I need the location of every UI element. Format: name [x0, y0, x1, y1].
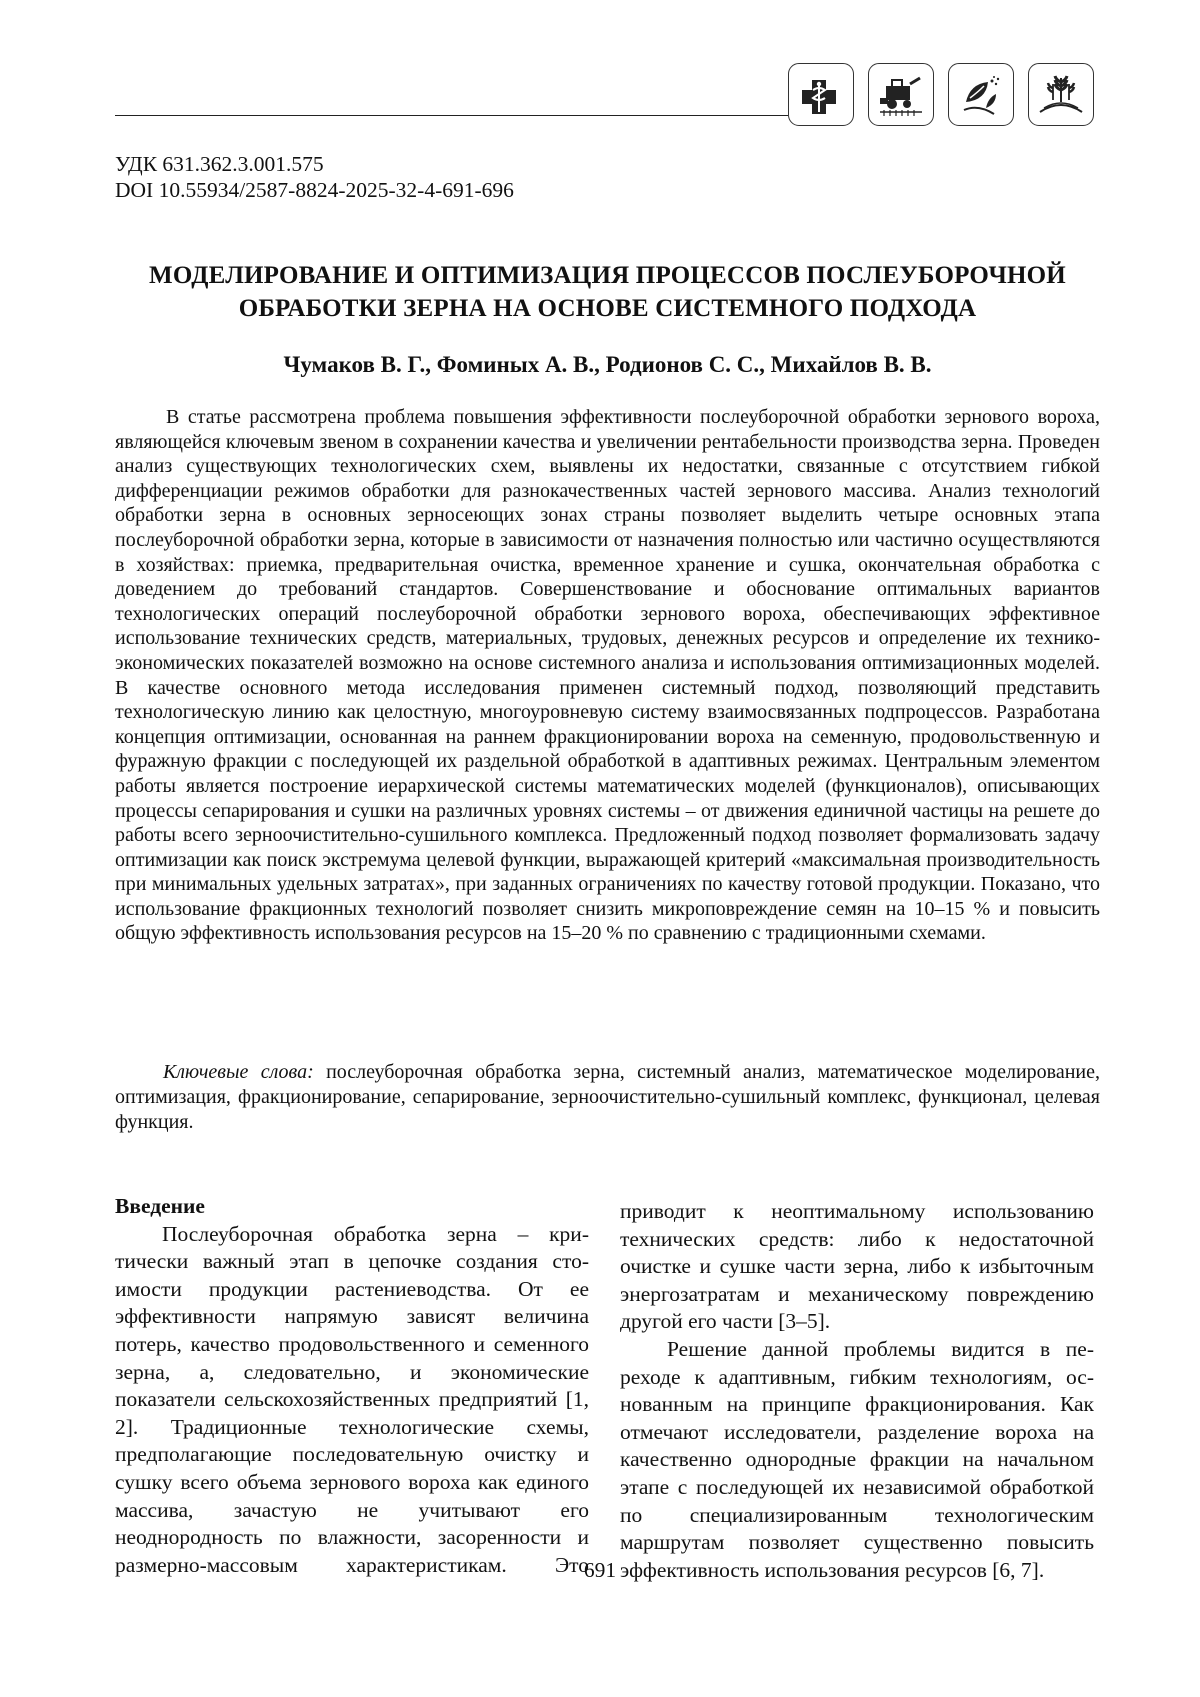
article-title — [115, 259, 1100, 325]
title-line-1: МОДЕЛИРОВАНИЕ И ОПТИМИЗАЦИЯ ПРОЦЕССОВ ПОСЛЕУБОРОЧНОЙ — [149, 262, 1066, 289]
keywords — [115, 1060, 1100, 1135]
header-rule — [115, 115, 788, 116]
combine-harvester-icon — [868, 63, 934, 126]
keywords-text: послеуборочная обработка зерна, системный анализ, математическое моделирование, оптимизация, фракционирование, сепарирование, зерноочистительно-сушильный комплекс, функционал, целевая функция. — [115, 1061, 1100, 1133]
title-line-2: ОБРАБОТКИ ЗЕРНА НА ОСНОВЕ СИСТЕМНОГО ПОДХОДА — [238, 295, 977, 322]
section-title: Введение — [115, 1194, 205, 1218]
abstract: В статье рассмотрена проблема повышения эффективности послеуборочной обработки зернового вороха, являющейся ключевым звеном в сохранении качества и увеличении рентабельности производства зерна. Проведен анализ существующих технологических схем, выявлены их недостатки, связанные с отсутствием гибкой дифференциации режимов обработки для разнокачественных частей зернового массива. Анализ технологий обработки зерна в основных зерносеющих зонах страны позволяет выделить четыре основных этапа послеуборочной обработки зерна, которые в зависимости от назначения полностью или частично осуществляются в хозяйствах: приемка, предварительная очистка, временное хранение и сушка, окончательная обработка с доведением до требований стандартов. Совершенствование и обоснование оптимальных вариантов технологических операций послеуборочной обработки зернового вороха, обеспечивающих эффективное использование технических средств, материальных, трудовых, денежных ресурсов и определение их технико-экономических показателей возможно на основе системного анализа и использования оптимизационных моделей. В качестве основного метода исследования применен системный подход, позволяющий представить технологическую линию как целостную, многоуровневую систему взаимосвязанных подпроцессов. Разработана концепция оптимизации, основанная на раннем фракционировании вороха на семенную, продовольственную и фуражную фракции с последующей их раздельной обработкой в адаптивных режимах. Центральным элементом работы является построение иерархической системы математических моделей (функционалов), описывающих процессы сепарирования и сушки на различных уровнях системы – от движения единичной частицы на решете до работы всего зерноочистительно-сушильного комплекса. Предложенный подход позволяет формализовать задачу оптимизации как поиск экстремума целевой функции, выражающей критерий «максимальная производительность при минимальных удельных затратах», при заданных ограничениях по качеству готовой продукции. Показано, что использование фракционных технологий позволяет снизить микроповреждение семян на 10–15 % и повысить общую эффективность использования ресурсов на 15–20 % по сравнению с традиционными схемами. — [115, 406, 1100, 945]
left-paragraph: Послеуборочная обработка зерна – критически важный этап в цепочке создания стоимости продукции растениеводства. От ее эффективности напрямую зависят величина потерь, качество продовольственного и семенного зерна, а, следовательно, и экономические показатели сельскохозяйственных предприятий [1, 2]. Традиционные технологические схемы, предполагающие последовательную очистку и сушку всего объема зернового вороха как единого массива, зачастую не учитывают его неоднородность по влажности, засоренности и размерно-массовым характеристикам. Это — [115, 1221, 589, 1577]
right-paragraph-1: приводит к неоптимальному использованию технических средств: либо к недостаточной очистке и сушке части зерна, либо к избыточным энергозатратам и механическому повреждению другой его части [3–5]. — [620, 1199, 1094, 1334]
right-column — [620, 1198, 1094, 1584]
keywords-label: Ключевые слова: — [163, 1061, 314, 1083]
journal-icon-row — [788, 63, 1094, 126]
medical-cross-icon — [788, 63, 854, 126]
left-column — [115, 1193, 589, 1579]
udc-code: УДК 631.362.3.001.575 — [115, 152, 324, 176]
wheat-field-icon — [1028, 63, 1094, 126]
authors: Чумаков В. Г., Фоминых А. В., Родионов С. С., Михайлов В. В. — [283, 352, 932, 377]
article-meta — [115, 151, 514, 203]
page-number: 691 — [583, 1558, 617, 1582]
plant-leaf-icon — [948, 63, 1014, 126]
right-paragraph-2: Решение данной проблемы видится в переходе к адаптивным, гибким технологиям, основанным на принципе фракционирования. Как отмечают исследователи, разделение вороха на качественно однородные фракции на начальном этапе с последующей их независимой обработкой по специализированным технологическим маршрутам позволяет существенно повысить эффективность использования ресурсов [6, 7]. — [620, 1336, 1094, 1582]
doi: DOI 10.55934/2587-8824-2025-32-4-691-696 — [115, 178, 514, 202]
